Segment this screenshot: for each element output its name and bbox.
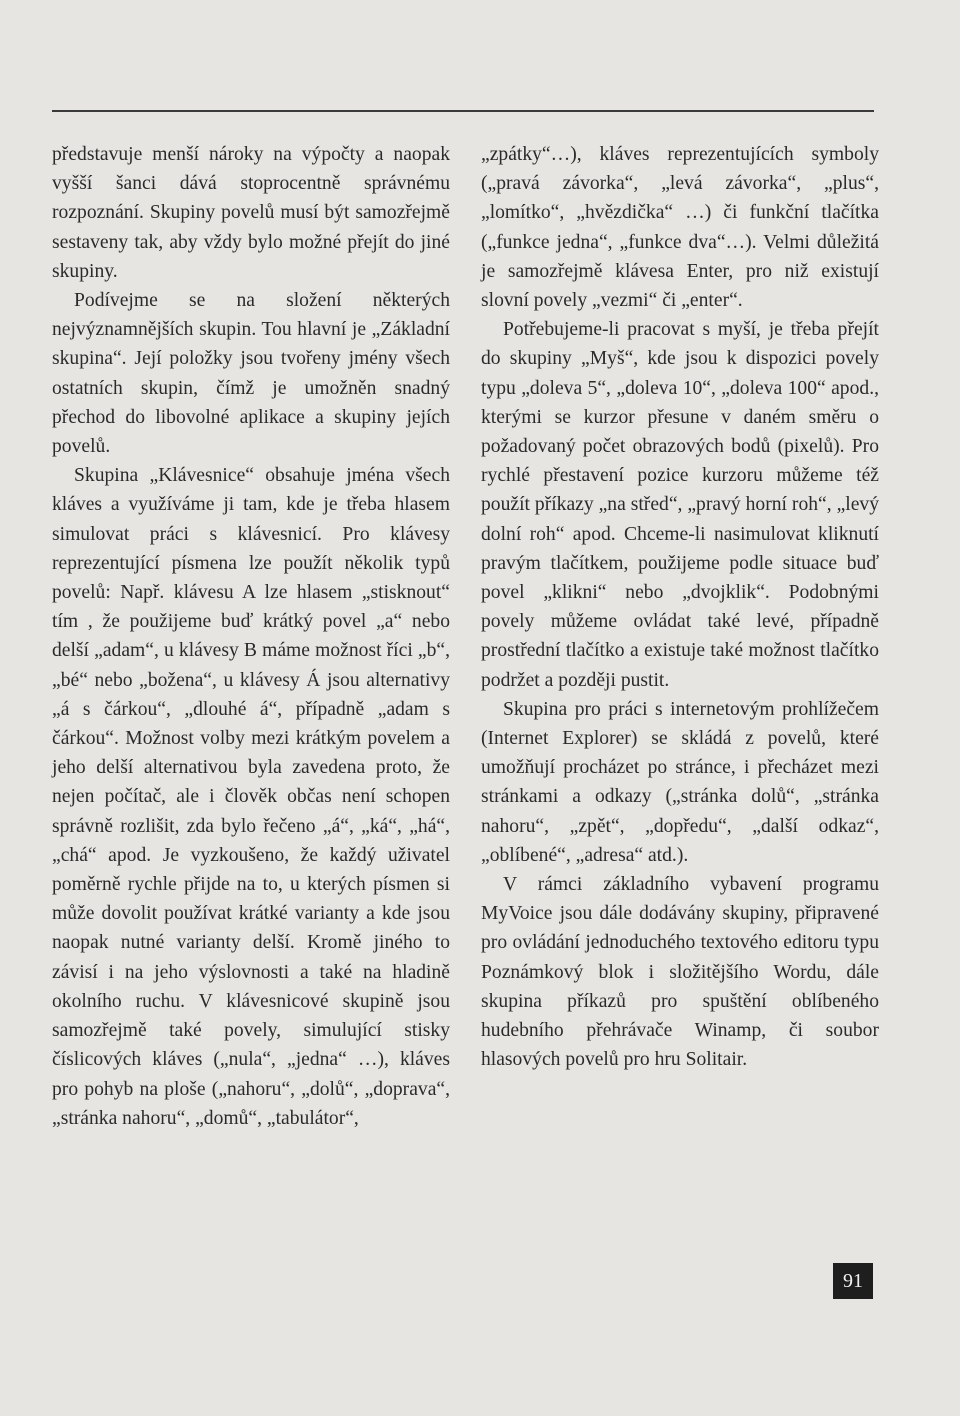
paragraph: „zpátky“…), kláves reprezentujících symboly („pravá závorka“, „levá závorka“, „plus“, „lomítko“, „hvězdička“ …) či funkční tlačítka („funkce jedna“, „funkce dva“…). Velmi důležitá je samozřejmě klávesa Enter, pro niž existují slovní povely „vezmi“ či „enter“. xyxy=(481,144,879,312)
paragraph: představuje menší nároky na výpočty a naopak vyšší šanci dává stoprocentně správnému rozpoznání. Skupiny povelů musí být samozřejmě sestaveny tak, aby vždy bylo možné přejít do jiné skupiny. xyxy=(52,144,450,282)
paragraph: Skupina pro práci s internetovým prohlížečem (Internet Explorer) se skládá z povelů, které umožňují procházet po stránce, i přecházet mezi stránkami a odkazy („stránka dolů“, „stránka nahoru“, „zpět“, „dopředu“, „další odkaz“, „oblíbené“, „adresa“ atd.). xyxy=(481,698,879,866)
paragraph: Skupina „Klávesnice“ obsahuje jména všech kláves a využíváme ji tam, kde je třeba hlasem simulovat práci s klávesnicí. Pro klávesy reprezentující písmena lze použít několik typů povelů: Např. klávesu A lze hlasem „stisknout“ tím , že použijeme buď krátký povel „a“ nebo delší „adam“, u klávesy B máme možnost říci „b“, „bé“ nebo „božena“, u klávesy Á jsou alternativy „á s čárkou“, „dlouhé á“, případně „adam s čárkou“. Možnost volby mezi krátkým povelem a jeho delší alternativou byla zavedena proto, že nejen počítač, ale i člověk občas není schopen správně rozlišit, zda bylo řečeno „á“, „ká“, „há“, „chá“ apod. Je vyzkoušeno, že každý uživatel poměrně rychle přijde na to, u kterých písmen si může dovolit používat krátké varianty a kde jsou naopak nutné varianty delší. Kromě jiného to závisí i na jeho výslovnosti a také na hladině okolního ruchu. V klávesnicové skupině jsou samozřejmě také povely, simulující stisky číslicových kláves („nula“, „jedna“ …), kláves pro pohyb na ploše („nahoru“, „dolů“, „doprava“, „stránka nahoru“, „domů“, „tabulátor“, xyxy=(52,465,450,1129)
paragraph: Potřebujeme-li pracovat s myší, je třeba přejít do skupiny „Myš“, kde jsou k dispozici povely typu „doleva 5“, „doleva 10“, „doleva 100“ apod., kterými se kurzor přesune v daném směru o požadovaný počet obrazových bodů (pixelů). Pro rychlé přestavení pozice kurzoru můžeme též použít příkazy „na střed“, „pravý horní roh“, „levý dolní roh“ apod. Chceme-li nasimulovat kliknutí pravým tlačítkem, použijeme podle situace buď povel „klikni“ nebo „dvojklik“. Podobnými povely můžeme ovládat také levé, případně prostřední tlačítko a existuje také možnost tlačítko podržet a později pustit. xyxy=(481,319,879,691)
header-rule xyxy=(52,110,874,112)
paragraph: Podívejme se na složení některých nejvýznamnějších skupin. Tou hlavní je „Základní skupina“. Její položky jsou tvořeny jmény všech ostatních skupin, čímž je umožněn snadný přechod do libovolné aplikace a skupiny jejích povelů. xyxy=(52,290,450,458)
paragraph: V rámci základního vybavení programu MyVoice jsou dále dodávány skupiny, připravené pro ovládání jednoduchého textového editoru typu Poznámkový blok i složitějšího Wordu, dále skupina příkazů pro spuštění oblíbeného hudebního přehrávače Winamp, či soubor hlasových povelů pro hru Solitair. xyxy=(481,874,879,1071)
right-text-column xyxy=(481,140,879,1075)
left-text-column xyxy=(52,140,450,1133)
page-number: 91 xyxy=(833,1263,873,1299)
